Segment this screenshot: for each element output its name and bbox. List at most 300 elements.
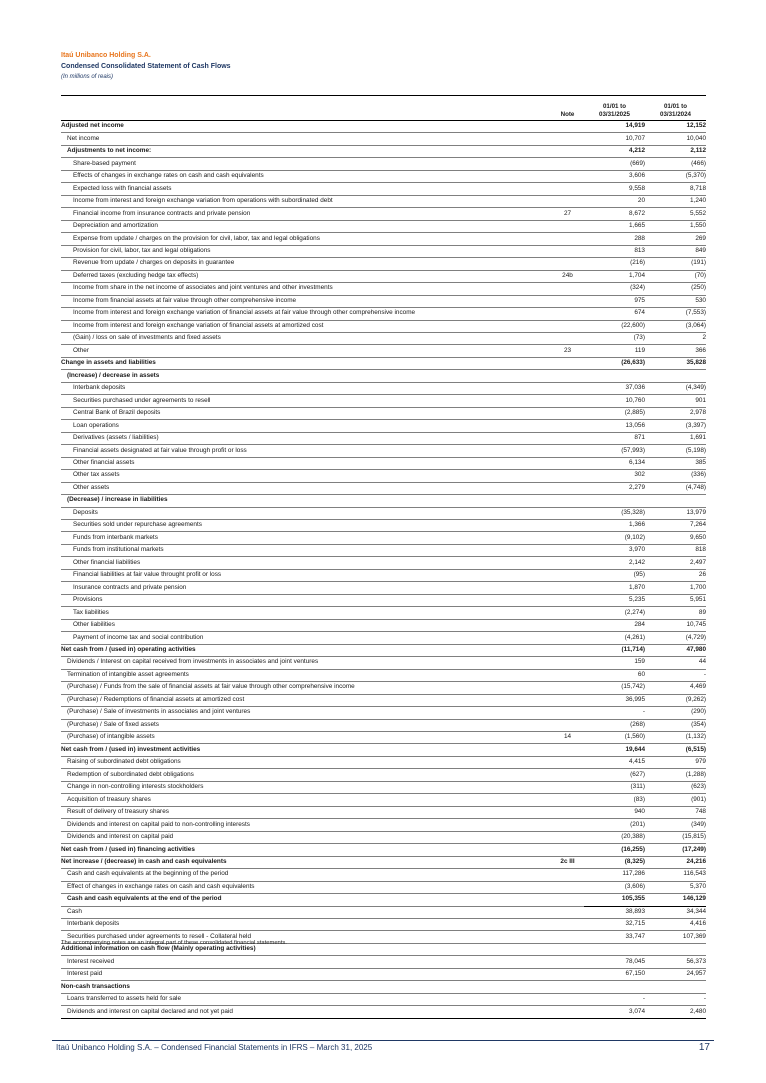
row-value-2025: 940 bbox=[634, 808, 645, 816]
row-value-2025: 10,707 bbox=[625, 134, 645, 142]
row-label: Central Bank of Brazil deposits bbox=[73, 409, 161, 417]
header-note: Note bbox=[551, 96, 584, 121]
row-value-2024: 7,264 bbox=[690, 521, 706, 529]
row-note bbox=[551, 158, 584, 170]
row-value-2025: 10,760 bbox=[625, 396, 645, 404]
row-value-2024: (9,262) bbox=[685, 695, 706, 703]
row-value-2025 bbox=[584, 495, 645, 507]
row-value-2025: - bbox=[642, 995, 645, 1003]
row-note bbox=[551, 482, 584, 494]
row-value-2024: 44 bbox=[698, 658, 706, 666]
row-label: Cash and cash equivalents at the end of the period bbox=[67, 895, 222, 903]
row-note bbox=[551, 869, 584, 881]
row-label: Change in non-controlling interests stockholders bbox=[67, 783, 204, 791]
row-note bbox=[551, 919, 584, 931]
row-label: Other tax assets bbox=[73, 471, 120, 479]
row-value-2025: 78,045 bbox=[625, 957, 645, 965]
row-label: Change in assets and liabilities bbox=[61, 359, 156, 367]
row-label: Securities purchased under agreements to resell bbox=[73, 396, 211, 404]
table-row bbox=[61, 507, 706, 519]
row-note bbox=[551, 582, 584, 594]
row-value-2025: 32,715 bbox=[625, 920, 645, 928]
row-value-2025: (324) bbox=[630, 284, 645, 292]
row-note bbox=[551, 906, 584, 918]
row-note bbox=[551, 245, 584, 257]
row-note bbox=[551, 744, 584, 756]
table-row bbox=[61, 906, 706, 918]
row-label: (Purchase) / Redemptions of financial assets at amortized cost bbox=[67, 695, 245, 703]
row-label: Dividends and interest on capital paid bbox=[67, 833, 174, 841]
table-row bbox=[61, 445, 706, 457]
row-note bbox=[551, 133, 584, 145]
table-row bbox=[61, 632, 706, 644]
header-period-2024 bbox=[645, 96, 706, 121]
row-value-2024: (1,132) bbox=[685, 733, 706, 741]
table-row bbox=[61, 220, 706, 232]
row-value-2024: 8,718 bbox=[690, 184, 706, 192]
row-label: (Gain) / loss on sale of investments and fixed assets bbox=[73, 334, 221, 342]
row-value-2024 bbox=[645, 943, 706, 955]
row-label: Interest paid bbox=[67, 970, 103, 978]
row-value-2024: (3,397) bbox=[685, 421, 706, 429]
row-value-2025: 159 bbox=[634, 658, 645, 666]
row-value-2024: 530 bbox=[695, 296, 706, 304]
row-note bbox=[551, 569, 584, 581]
row-value-2024: 5,552 bbox=[690, 209, 706, 217]
row-note bbox=[551, 320, 584, 332]
header-period-2024-line2: 03/31/2024 bbox=[660, 110, 691, 118]
row-value-2024: 1,700 bbox=[690, 583, 706, 591]
row-label: Depreciation and amortization bbox=[73, 222, 158, 230]
row-value-2025: 117,286 bbox=[622, 870, 645, 878]
table-row bbox=[61, 121, 706, 133]
table-row bbox=[61, 495, 706, 507]
table-row bbox=[61, 981, 706, 993]
table-row bbox=[61, 731, 706, 743]
row-value-2024: (4,748) bbox=[685, 483, 706, 491]
footer-text: Itaú Unibanco Holding S.A. – Condensed Financial Statements in IFRS – March 31, 2025 bbox=[56, 1043, 373, 1052]
row-note bbox=[551, 943, 584, 955]
row-value-2025: 4,415 bbox=[629, 758, 645, 766]
row-value-2025 bbox=[584, 981, 645, 993]
table-row bbox=[61, 544, 706, 556]
table-row bbox=[61, 569, 706, 581]
row-note bbox=[551, 195, 584, 207]
row-note bbox=[551, 819, 584, 831]
row-note bbox=[551, 607, 584, 619]
row-note bbox=[551, 719, 584, 731]
row-value-2025: 67,150 bbox=[625, 970, 645, 978]
row-note bbox=[551, 382, 584, 394]
row-value-2024: (5,370) bbox=[685, 172, 706, 180]
row-value-2024: (70) bbox=[694, 271, 706, 279]
row-note bbox=[551, 407, 584, 419]
row-value-2025: 1,870 bbox=[629, 583, 645, 591]
row-note bbox=[551, 308, 584, 320]
table-row bbox=[61, 208, 706, 220]
table-row bbox=[61, 831, 706, 843]
table-row bbox=[61, 919, 706, 931]
row-value-2024: (1,288) bbox=[685, 770, 706, 778]
row-label: Net cash from / (used in) financing activities bbox=[61, 845, 195, 853]
row-value-2025: (16,255) bbox=[621, 845, 645, 853]
table-row bbox=[61, 407, 706, 419]
table-row bbox=[61, 669, 706, 681]
row-value-2025: 5,235 bbox=[629, 596, 645, 604]
row-label: Adjustments to net income: bbox=[67, 147, 152, 155]
row-value-2025 bbox=[584, 370, 645, 382]
row-note bbox=[551, 881, 584, 893]
row-label: Expense from update / charges on the provision for civil, labor, tax and legal obligations bbox=[73, 234, 320, 242]
row-value-2024: 2,480 bbox=[690, 1007, 706, 1015]
row-note bbox=[551, 657, 584, 669]
table-row bbox=[61, 270, 706, 282]
row-value-2025: (11,714) bbox=[621, 646, 645, 654]
row-note bbox=[551, 283, 584, 295]
row-note bbox=[551, 956, 584, 968]
row-label: Effects of changes in exchange rates on cash and cash equivalents bbox=[73, 172, 264, 180]
row-label: Dividends and interest on capital declared and not yet paid bbox=[67, 1007, 233, 1015]
row-value-2025: 1,665 bbox=[629, 222, 645, 230]
table-row bbox=[61, 819, 706, 831]
row-value-2024: 5,370 bbox=[690, 882, 706, 890]
row-label: Cash bbox=[67, 907, 82, 915]
row-label: Deferred taxes (excluding hedge tax effects) bbox=[73, 271, 199, 279]
row-label: Loans transferred to assets held for sale bbox=[67, 995, 182, 1003]
row-note bbox=[551, 707, 584, 719]
row-value-2025: 674 bbox=[634, 309, 645, 317]
row-value-2024: 4,469 bbox=[690, 683, 706, 691]
row-note: 27 bbox=[563, 209, 572, 217]
row-value-2025: (201) bbox=[630, 820, 645, 828]
row-value-2025: 19,644 bbox=[625, 745, 645, 753]
table-row bbox=[61, 432, 706, 444]
row-value-2025: (22,600) bbox=[621, 321, 645, 329]
table-row bbox=[61, 170, 706, 182]
row-value-2024: (250) bbox=[691, 284, 706, 292]
row-label: Securities purchased under agreements to resell - Collateral held bbox=[67, 932, 252, 940]
footer-divider bbox=[52, 1040, 714, 1041]
row-note bbox=[551, 781, 584, 793]
row-label: (Decrease) / increase in liabilities bbox=[67, 496, 168, 504]
row-value-2025: (1,560) bbox=[624, 733, 645, 741]
row-label: Other liabilities bbox=[73, 621, 115, 629]
row-label: Insurance contracts and private pension bbox=[73, 583, 187, 591]
row-note bbox=[551, 632, 584, 644]
table-row bbox=[61, 320, 706, 332]
row-note bbox=[551, 233, 584, 245]
row-value-2025: (216) bbox=[630, 259, 645, 267]
row-note bbox=[551, 470, 584, 482]
row-value-2025: (2,274) bbox=[624, 608, 645, 616]
row-label: Other financial assets bbox=[73, 458, 135, 466]
row-value-2025: 105,355 bbox=[584, 894, 645, 906]
row-note bbox=[551, 507, 584, 519]
table-row bbox=[61, 133, 706, 145]
row-label: (Increase) / decrease in assets bbox=[67, 371, 160, 379]
table-row bbox=[61, 532, 706, 544]
row-value-2024: 24,957 bbox=[686, 970, 706, 978]
row-value-2024: 748 bbox=[695, 808, 706, 816]
row-value-2025: 8,672 bbox=[629, 209, 645, 217]
row-label: Financial income from insurance contracts and private pension bbox=[73, 209, 251, 217]
header-period-2025-line1: 01/01 to bbox=[602, 103, 627, 111]
row-note bbox=[551, 295, 584, 307]
row-value-2024: (354) bbox=[691, 720, 706, 728]
row-value-2025: (73) bbox=[633, 334, 645, 342]
row-value-2024: 1,550 bbox=[690, 222, 706, 230]
table-row bbox=[61, 619, 706, 631]
row-note bbox=[551, 445, 584, 457]
row-note: 14 bbox=[563, 733, 572, 741]
row-note bbox=[551, 669, 584, 681]
row-label: Interest received bbox=[67, 957, 115, 965]
table-row bbox=[61, 308, 706, 320]
row-note bbox=[551, 332, 584, 344]
cash-flow-body bbox=[61, 121, 706, 1019]
table-row bbox=[61, 395, 706, 407]
row-value-2024: 107,369 bbox=[682, 932, 706, 940]
row-value-2025: 60 bbox=[637, 670, 645, 678]
row-note bbox=[551, 619, 584, 631]
row-note bbox=[551, 844, 584, 856]
row-value-2024: (466) bbox=[691, 159, 706, 167]
row-value-2024: 146,129 bbox=[645, 894, 706, 906]
row-value-2025: (15,742) bbox=[621, 683, 645, 691]
row-label: Provision for civil, labor, tax and legal obligations bbox=[73, 247, 211, 255]
row-value-2025: (9,102) bbox=[624, 533, 645, 541]
row-label: Deposits bbox=[73, 508, 98, 516]
table-row bbox=[61, 844, 706, 856]
table-header-row bbox=[61, 96, 706, 121]
table-row bbox=[61, 769, 706, 781]
table-row bbox=[61, 332, 706, 344]
row-value-2025: 3,606 bbox=[629, 172, 645, 180]
table-row bbox=[61, 557, 706, 569]
row-label: Other assets bbox=[73, 483, 110, 491]
table-row bbox=[61, 345, 706, 357]
row-value-2024: (623) bbox=[691, 783, 706, 791]
row-value-2024: (4,729) bbox=[685, 633, 706, 641]
row-value-2024: 385 bbox=[695, 458, 706, 466]
row-value-2024: 2 bbox=[702, 334, 706, 342]
row-value-2024: (3,064) bbox=[685, 321, 706, 329]
row-value-2024: 979 bbox=[695, 758, 706, 766]
row-label: (Purchase) of intangible assets bbox=[67, 733, 155, 741]
table-row bbox=[61, 607, 706, 619]
table-row bbox=[61, 370, 706, 382]
row-value-2024: 9,650 bbox=[690, 533, 706, 541]
row-note bbox=[551, 694, 584, 706]
row-value-2024: 2,978 bbox=[690, 409, 706, 417]
row-label: Other financial liabilities bbox=[73, 558, 141, 566]
row-label: Net increase / (decrease) in cash and cash equivalents bbox=[61, 857, 227, 865]
row-label: Other bbox=[73, 346, 89, 354]
row-value-2025: 1,704 bbox=[629, 271, 645, 279]
row-label: Share-based payment bbox=[73, 159, 136, 167]
row-value-2024: 5,951 bbox=[690, 596, 706, 604]
table-row bbox=[61, 245, 706, 257]
row-value-2024: (4,349) bbox=[685, 384, 706, 392]
row-value-2025: 871 bbox=[634, 434, 645, 442]
row-value-2025: 38,893 bbox=[625, 907, 645, 915]
row-value-2024: (191) bbox=[691, 259, 706, 267]
row-value-2025: - bbox=[642, 708, 645, 716]
row-value-2025: (3,606) bbox=[624, 882, 645, 890]
row-value-2025: (26,633) bbox=[621, 359, 645, 367]
table-row bbox=[61, 968, 706, 980]
row-value-2025: 975 bbox=[634, 296, 645, 304]
row-value-2024: (349) bbox=[691, 820, 706, 828]
row-value-2024: - bbox=[703, 995, 706, 1003]
row-label: Expected loss with financial assets bbox=[73, 184, 172, 192]
row-note bbox=[551, 682, 584, 694]
row-value-2025: (2,885) bbox=[624, 409, 645, 417]
row-note bbox=[551, 557, 584, 569]
row-note bbox=[551, 495, 584, 507]
row-note bbox=[551, 756, 584, 768]
row-value-2025: (95) bbox=[633, 571, 645, 579]
row-note: 23 bbox=[563, 346, 572, 354]
row-note bbox=[551, 769, 584, 781]
row-value-2024: (5,198) bbox=[685, 446, 706, 454]
row-note bbox=[551, 594, 584, 606]
header-period-2025 bbox=[584, 96, 645, 121]
row-value-2024: (15,815) bbox=[682, 833, 706, 841]
table-row bbox=[61, 806, 706, 818]
row-note bbox=[551, 831, 584, 843]
row-label: Income from interest and foreign exchange variation of financial assets at fair value through other comprehensive income bbox=[73, 309, 416, 317]
row-label: Financial assets designated at fair value through profit or loss bbox=[73, 446, 247, 454]
row-value-2025: (627) bbox=[630, 770, 645, 778]
table-row bbox=[61, 520, 706, 532]
row-value-2025: 9,558 bbox=[629, 184, 645, 192]
row-note bbox=[551, 258, 584, 270]
row-note bbox=[551, 432, 584, 444]
row-note bbox=[551, 357, 584, 369]
row-value-2025: (669) bbox=[630, 159, 645, 167]
table-row bbox=[61, 470, 706, 482]
row-label: Net income bbox=[67, 134, 100, 142]
row-label: Derivatives (assets / liabilities) bbox=[73, 434, 159, 442]
row-value-2024: 269 bbox=[695, 234, 706, 242]
row-label: Net cash from / (used in) investment activities bbox=[61, 745, 201, 753]
row-note: 24b bbox=[562, 271, 573, 279]
row-value-2025: 288 bbox=[634, 234, 645, 242]
row-value-2024: 56,373 bbox=[686, 957, 706, 965]
row-value-2024 bbox=[645, 495, 706, 507]
row-value-2024 bbox=[645, 370, 706, 382]
row-note bbox=[551, 993, 584, 1005]
row-value-2025: (4,261) bbox=[624, 633, 645, 641]
table-row bbox=[61, 1006, 706, 1018]
row-label: Redemption of subordinated debt obligations bbox=[67, 770, 194, 778]
row-value-2024: 1,240 bbox=[690, 197, 706, 205]
units-note: (In millions of reais) bbox=[61, 74, 114, 80]
row-value-2025: 1,366 bbox=[629, 521, 645, 529]
row-label: (Purchase) / Sale of investments in associates and joint ventures bbox=[67, 708, 251, 716]
row-value-2024: 26 bbox=[698, 571, 706, 579]
row-value-2024: (901) bbox=[691, 795, 706, 803]
table-row bbox=[61, 719, 706, 731]
row-value-2025: (268) bbox=[630, 720, 645, 728]
row-value-2025: 33,747 bbox=[625, 932, 645, 940]
row-note bbox=[551, 931, 584, 943]
row-value-2024: 1,691 bbox=[690, 434, 706, 442]
row-value-2025: 6,134 bbox=[629, 458, 645, 466]
row-value-2025: (311) bbox=[630, 783, 645, 791]
row-value-2025: 3,970 bbox=[629, 546, 645, 554]
row-label: Termination of intangible asset agreements bbox=[67, 670, 189, 678]
row-value-2025: 37,036 bbox=[625, 384, 645, 392]
row-note bbox=[551, 145, 584, 157]
header-period-2025-line2: 03/31/2025 bbox=[599, 110, 630, 118]
row-value-2024: (290) bbox=[691, 708, 706, 716]
table-row bbox=[61, 869, 706, 881]
row-note bbox=[551, 532, 584, 544]
row-label: Provisions bbox=[73, 596, 103, 604]
table-row bbox=[61, 582, 706, 594]
row-value-2024: 89 bbox=[698, 608, 706, 616]
row-note bbox=[551, 806, 584, 818]
cash-flow-table bbox=[61, 95, 706, 1019]
table-row bbox=[61, 894, 706, 906]
footnote: The accompanying notes are an integral part of these consolidated financial statements. bbox=[61, 940, 287, 946]
row-label: Interbank deposits bbox=[73, 384, 126, 392]
table-row bbox=[61, 993, 706, 1005]
row-value-2024: 47,980 bbox=[686, 646, 706, 654]
row-label: Dividends / Interest on capital received from investments in associates and joint ventures bbox=[67, 658, 319, 666]
table-row bbox=[61, 956, 706, 968]
table-row bbox=[61, 233, 706, 245]
header-label-cell bbox=[61, 96, 551, 121]
statement-title: Condensed Consolidated Statement of Cash Flows bbox=[61, 63, 231, 70]
table-row bbox=[61, 682, 706, 694]
row-value-2024: 2,497 bbox=[690, 558, 706, 566]
row-label: Securities sold under repurchase agreements bbox=[73, 521, 202, 529]
table-row bbox=[61, 457, 706, 469]
row-value-2024: 10,040 bbox=[686, 134, 706, 142]
row-label: Financial liabilities at fair value throught profit or loss bbox=[73, 571, 222, 579]
row-value-2025: 20 bbox=[637, 197, 645, 205]
row-note bbox=[551, 370, 584, 382]
table-row bbox=[61, 482, 706, 494]
row-value-2024 bbox=[645, 981, 706, 993]
row-value-2024: 10,745 bbox=[686, 621, 706, 629]
row-note bbox=[551, 1006, 584, 1018]
row-value-2025 bbox=[584, 943, 645, 955]
row-value-2024: 34,344 bbox=[686, 907, 706, 915]
row-value-2024: 35,828 bbox=[686, 359, 706, 367]
table-row bbox=[61, 283, 706, 295]
table-row bbox=[61, 644, 706, 656]
row-note bbox=[551, 894, 584, 906]
table-row bbox=[61, 594, 706, 606]
row-value-2024: 849 bbox=[695, 247, 706, 255]
row-label: Interbank deposits bbox=[67, 920, 120, 928]
row-value-2025: 14,919 bbox=[625, 122, 645, 130]
row-label: Effect of changes in exchange rates on cash and cash equivalents bbox=[67, 882, 255, 890]
row-value-2024: 901 bbox=[695, 396, 706, 404]
row-value-2025: 2,279 bbox=[629, 483, 645, 491]
table-row bbox=[61, 707, 706, 719]
row-value-2025: (8,325) bbox=[624, 857, 645, 865]
row-label: Dividends and interest on capital paid to non-controlling interests bbox=[67, 820, 250, 828]
row-label: Non-cash transactions bbox=[61, 982, 130, 990]
row-label: Funds from interbank markets bbox=[73, 533, 158, 541]
row-label: Adjusted net income bbox=[61, 122, 124, 130]
row-value-2025: (83) bbox=[633, 795, 645, 803]
